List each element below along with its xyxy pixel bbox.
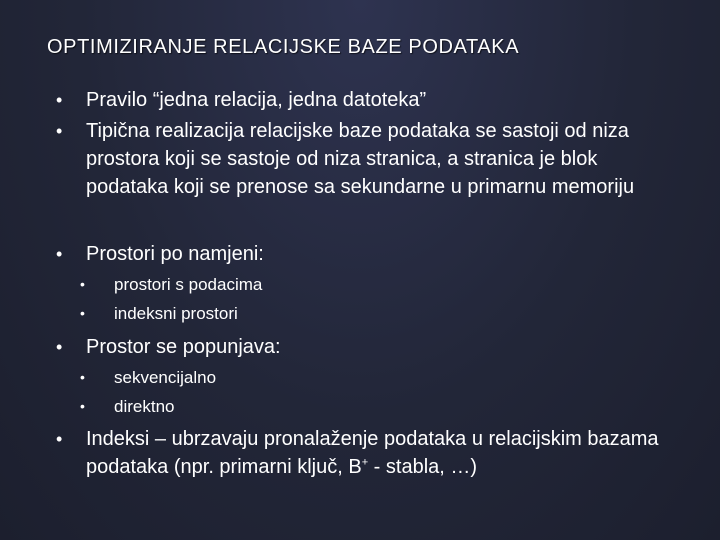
bullet-text: Prostor se popunjava: (86, 336, 281, 358)
bullet-text (86, 425, 666, 481)
bullet-dot: • (56, 244, 63, 264)
slide-title: OPTIMIZIRANJE RELACIJSKE BAZE PODATAKA (47, 36, 520, 58)
sub-bullet-text: direktno (114, 397, 175, 416)
bullet-text-part: - stabla, …) (368, 456, 478, 478)
sub-bullet-dot: • (80, 276, 85, 292)
bullet-dot: • (56, 337, 63, 357)
superscript-plus: + (361, 456, 369, 469)
sub-bullet-text: indeksni prostori (114, 304, 238, 323)
bullet-dot: • (56, 90, 63, 110)
sub-bullet-text: prostori s podacima (114, 275, 263, 294)
bullet-text-part: Indeksi – ubrzavaju pronalaženje podataka u relacijskim bazama podataka (npr. primarni ključ, B (86, 428, 659, 478)
bullet-dot: • (56, 121, 63, 141)
bullet-text: Pravilo “jedna relacija, jedna datoteka” (86, 89, 427, 111)
bullet-text: Tipična realizacija relacijske baze podataka se sastoji od niza prostora koji se sastoje od niza stranica, a stranica je blok podataka koji se prenose sa sekundarne u primarnu memoriju (86, 120, 635, 198)
sub-bullet-dot: • (80, 305, 85, 321)
sub-bullet-dot: • (80, 369, 85, 385)
bullet-text: Prostori po namjeni: (86, 243, 264, 265)
sub-bullet-dot: • (80, 398, 85, 414)
sub-bullet-text: sekvencijalno (114, 368, 217, 387)
bullet-dot: • (56, 429, 63, 449)
